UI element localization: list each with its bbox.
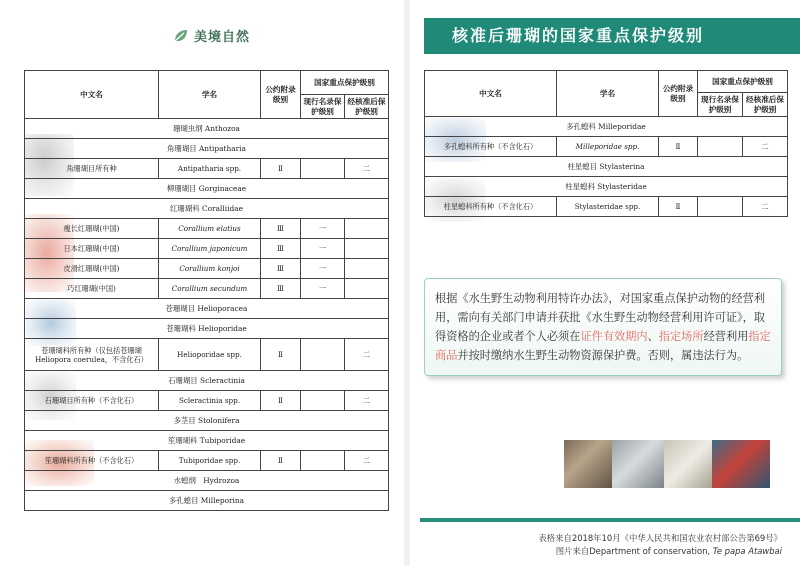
adjusted-level-cell <box>345 279 389 299</box>
right-page <box>410 0 800 566</box>
coral-protection-table-left <box>24 70 389 511</box>
header-common-name: 中文名 <box>25 71 159 119</box>
appendix-level-cell: Ⅱ <box>659 197 698 217</box>
table-row <box>25 451 389 471</box>
common-name-cell: 日本红珊瑚(中国) <box>25 239 159 259</box>
header-adjusted-level: 经核准后保护级别 <box>743 93 788 117</box>
taxon-group-cell: 红珊瑚科 Coralliidae <box>25 199 389 219</box>
table-row <box>25 279 389 299</box>
current-level-cell <box>301 391 345 411</box>
scientific-name-cell: Tubiporidae spp. <box>159 451 261 471</box>
table-row <box>25 371 389 391</box>
header-adjusted-level: 经核准后保护级别 <box>345 95 389 119</box>
table-row <box>425 157 788 177</box>
notice-text-2: 经营利用 <box>703 330 749 343</box>
permit-notice <box>424 278 782 376</box>
table-row <box>25 299 389 319</box>
header-appendix: 公约附录级别 <box>261 71 301 119</box>
notice-highlight-goods: 指定商品 <box>435 330 771 362</box>
common-name-cell: 石珊瑚目所有种（不含化石） <box>25 391 159 411</box>
leaf-icon <box>172 27 190 45</box>
table-row <box>425 117 788 137</box>
taxon-group-cell: 苍珊瑚科 Helioporidae <box>25 319 389 339</box>
notice-highlight-validity: 证件有效期内 <box>580 330 648 343</box>
common-name-cell: 笙珊瑚科所有种（不含化石） <box>25 451 159 471</box>
table-row <box>425 177 788 197</box>
table-row <box>25 319 389 339</box>
appendix-level-cell: Ⅲ <box>261 239 301 259</box>
taxon-group-cell: 苍珊瑚目 Helioporacea <box>25 299 389 319</box>
adjusted-level-cell: 二 <box>743 137 788 157</box>
current-level-cell <box>301 339 345 371</box>
scientific-name-cell: Corallium japonicum <box>159 239 261 259</box>
common-name-cell: 巧红珊瑚(中国) <box>25 279 159 299</box>
common-name-cell: 苍珊瑚科所有种（仅包括苍珊瑚 Heliopora coerulea，不含化石） <box>25 339 159 371</box>
taxon-group-cell: 角珊瑚目 Antipatharia <box>25 139 389 159</box>
adjusted-level-cell <box>345 219 389 239</box>
notice-separator: 、 <box>647 330 659 343</box>
adjusted-level-cell: 二 <box>345 451 389 471</box>
header-common-name: 中文名 <box>425 71 557 117</box>
table-row <box>25 119 389 139</box>
taxon-group-cell: 石珊瑚目 Scleractinia <box>25 371 389 391</box>
common-name-cell: 瘦长红珊瑚(中国) <box>25 219 159 239</box>
appendix-level-cell: Ⅱ <box>261 339 301 371</box>
taxon-group-cell: 柳珊瑚目 Gorginaceae <box>25 179 389 199</box>
common-name-cell: 皮滑红珊瑚(中国) <box>25 259 159 279</box>
table-row <box>25 139 389 159</box>
table-row <box>25 159 389 179</box>
appendix-level-cell: Ⅲ <box>261 219 301 239</box>
table-row <box>25 179 389 199</box>
header-current-level: 现行名录保护级别 <box>301 95 345 119</box>
scientific-name-cell: Milleporidae spp. <box>557 137 659 157</box>
table-row <box>25 239 389 259</box>
adjusted-level-cell <box>345 239 389 259</box>
current-level-cell: 一 <box>301 239 345 259</box>
coral-protection-table-right <box>424 70 788 217</box>
appendix-level-cell: Ⅱ <box>659 137 698 157</box>
taxon-group-cell: 柱星螅目 Stylasterina <box>425 157 788 177</box>
header-national-level: 国家重点保护级别 <box>301 71 389 95</box>
table-row <box>25 431 389 451</box>
table-row <box>25 259 389 279</box>
brand-logo <box>172 26 250 45</box>
taxon-group-cell: 水螅纲 Hydrozoa <box>25 471 389 491</box>
page-title: 核准后珊瑚的国家重点保护级别 <box>424 18 800 54</box>
table-row <box>25 471 389 491</box>
header-national-level: 国家重点保护级别 <box>698 71 788 93</box>
taxon-group-cell: 珊瑚虫纲 Anthozoa <box>25 119 389 139</box>
image-source-prefix: 图片来自Department of conservation, <box>555 546 713 556</box>
scientific-name-cell: Scleractinia spp. <box>159 391 261 411</box>
appendix-level-cell: Ⅱ <box>261 451 301 471</box>
adjusted-level-cell: 二 <box>345 391 389 411</box>
table-row <box>25 391 389 411</box>
coral-photo-4 <box>712 440 770 488</box>
table-row <box>425 197 788 217</box>
notice-text-1: 根据《水生野生动物利用特许办法》，对国家重点保护动物的经营利用，需向有关部门申请并获批《水生野生动物经营利用许可证》，取得资格的企业或者个人必须在 <box>435 292 766 343</box>
table-row <box>25 219 389 239</box>
current-level-cell <box>301 451 345 471</box>
adjusted-level-cell <box>345 259 389 279</box>
appendix-level-cell: Ⅱ <box>261 391 301 411</box>
scientific-name-cell: Corallium konjoi <box>159 259 261 279</box>
scientific-name-cell: Corallium secundum <box>159 279 261 299</box>
common-name-cell: 多孔螅科所有种（不含化石） <box>425 137 557 157</box>
current-level-cell: 一 <box>301 259 345 279</box>
header-current-level: 现行名录保护级别 <box>698 93 743 117</box>
appendix-level-cell: Ⅲ <box>261 259 301 279</box>
current-level-cell <box>301 159 345 179</box>
common-name-cell: 角珊瑚目所有种 <box>25 159 159 179</box>
scientific-name-cell: Antipatharia spp. <box>159 159 261 179</box>
logo-text: 美境自然 <box>194 30 251 45</box>
header-appendix: 公约附录级别 <box>659 71 698 117</box>
table-row <box>25 491 389 511</box>
notice-highlight-location: 指定场所 <box>658 330 704 343</box>
taxon-group-cell: 多孔螅科 Milleporidae <box>425 117 788 137</box>
scientific-name-cell: Stylasteridae spp. <box>557 197 659 217</box>
table-row <box>425 137 788 157</box>
header-scientific-name: 学名 <box>557 71 659 117</box>
scientific-name-cell: Corallium elatius <box>159 219 261 239</box>
table-row <box>25 199 389 219</box>
appendix-level-cell: Ⅲ <box>261 279 301 299</box>
coral-photo-2 <box>612 440 664 488</box>
coral-photo-1 <box>564 440 612 488</box>
adjusted-level-cell: 二 <box>345 159 389 179</box>
taxon-group-cell: 多茎目 Stolonifera <box>25 411 389 431</box>
current-level-cell: 一 <box>301 279 345 299</box>
footer-divider <box>420 518 800 522</box>
current-level-cell <box>698 197 743 217</box>
image-source-italic: Te papa Atawbai <box>712 546 782 556</box>
table-row <box>25 411 389 431</box>
taxon-group-cell: 多孔螅目 Milleporina <box>25 491 389 511</box>
table-source-note: 表格来自2018年10月《中华人民共和国农业农村部公告第69号》 <box>538 533 782 543</box>
current-level-cell: 一 <box>301 219 345 239</box>
adjusted-level-cell: 二 <box>345 339 389 371</box>
taxon-group-cell: 柱星螅科 Stylasteridae <box>425 177 788 197</box>
coral-photo-3 <box>664 440 712 488</box>
common-name-cell: 柱星螅科所有种（不含化石） <box>425 197 557 217</box>
table-row <box>25 339 389 371</box>
notice-text-3: 并按时缴纳水生野生动物资源保护费。否则，属违法行为。 <box>457 349 749 362</box>
adjusted-level-cell: 二 <box>743 197 788 217</box>
current-level-cell <box>698 137 743 157</box>
taxon-group-cell: 笙珊瑚科 Tubiporidae <box>25 431 389 451</box>
image-source-note <box>556 545 782 557</box>
appendix-level-cell: Ⅱ <box>261 159 301 179</box>
header-scientific-name: 学名 <box>159 71 261 119</box>
scientific-name-cell: Helioporidae spp. <box>159 339 261 371</box>
